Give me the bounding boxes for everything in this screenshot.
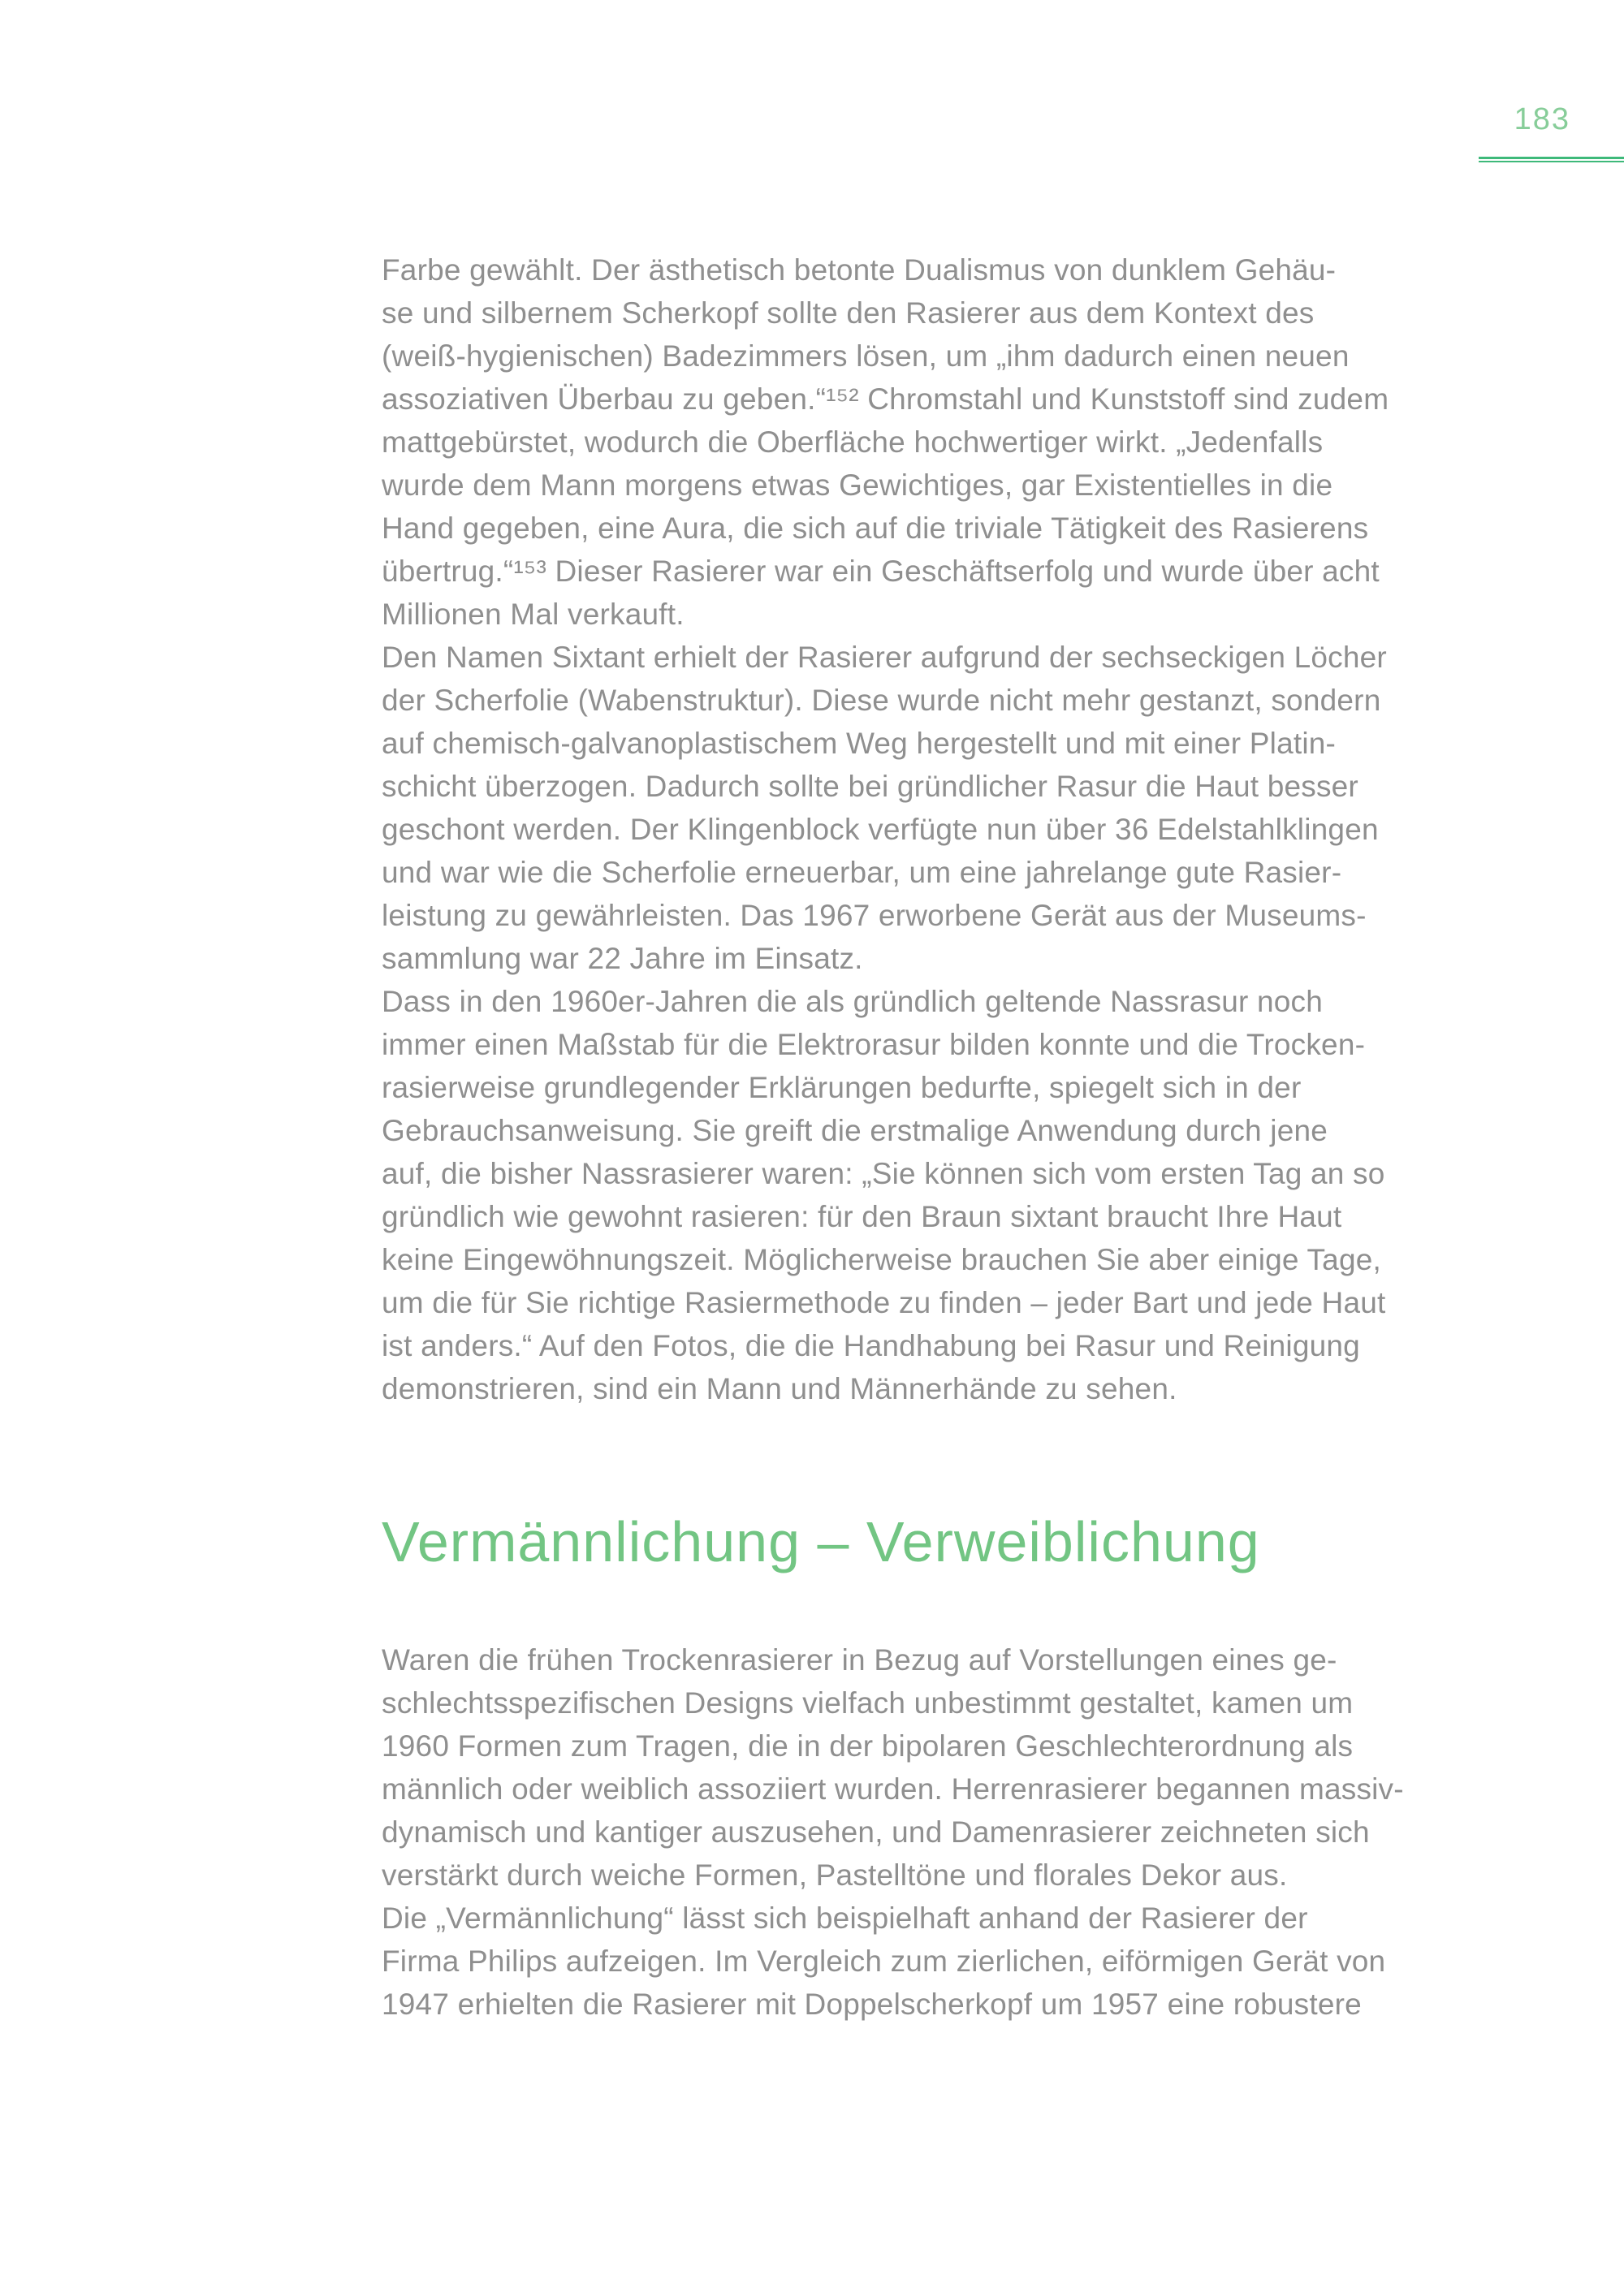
text-line: mattgebürstet, wodurch die Oberfläche hochwertiger wirkt. „Jedenfalls	[382, 425, 1324, 459]
text-line: keine Eingewöhnungszeit. Möglicherweise brauchen Sie aber einige Tage,	[382, 1243, 1381, 1276]
text-line: wurde dem Mann morgens etwas Gewichtiges, gar Existentielles in die	[382, 468, 1333, 502]
text-line: schlechtsspezifischen Designs vielfach unbestimmt gestaltet, kamen um	[382, 1686, 1354, 1720]
section-heading: Vermännlichung – Verweiblichung	[382, 1510, 1260, 1573]
text-line: verstärkt durch weiche Formen, Pastelltöne und florales Dekor aus.	[382, 1858, 1288, 1892]
text-line: schicht überzogen. Dadurch sollte bei gründlicher Rasur die Haut besser	[382, 770, 1358, 803]
body-paragraph-5	[382, 1897, 1567, 2026]
text-line: der Scherfolie (Wabenstruktur). Diese wurde nicht mehr gestanzt, sondern	[382, 684, 1381, 717]
text-line: auf chemisch-galvanoplastischem Weg hergestellt und mit einer Platin-	[382, 727, 1337, 760]
text-line: und war wie die Scherfolie erneuerbar, um eine jahrelange gute Rasier-	[382, 856, 1342, 889]
body-paragraph-1	[382, 248, 1567, 636]
text-line: 1947 erhielten die Rasierer mit Doppelscherkopf um 1957 eine robustere	[382, 1988, 1362, 2021]
text-line: ist anders.“ Auf den Fotos, die die Handhabung bei Rasur und Reinigung	[382, 1329, 1360, 1362]
text-line: dynamisch und kantiger auszusehen, und Damenrasierer zeichneten sich	[382, 1815, 1370, 1849]
text-line: (weiß-hygienischen) Badezimmers lösen, um „ihm dadurch einen neuen	[382, 339, 1350, 373]
text-line: se und silbernem Scherkopf sollte den Rasierer aus dem Kontext des	[382, 296, 1315, 330]
text-line: geschont werden. Der Klingenblock verfügte nun über 36 Edelstahlklingen	[382, 813, 1379, 846]
text-line: assoziativen Überbau zu geben.“¹⁵² Chromstahl und Kunststoff sind zudem	[382, 382, 1389, 416]
text-line: gründlich wie gewohnt rasieren: für den Braun sixtant braucht Ihre Haut	[382, 1200, 1342, 1233]
text-line: Firma Philips aufzeigen. Im Vergleich zum zierlichen, eiförmigen Gerät von	[382, 1945, 1386, 1978]
text-line: rasierweise grundlegender Erklärungen bedurfte, spiegelt sich in der	[382, 1071, 1302, 1104]
text-line: sammlung war 22 Jahre im Einsatz.	[382, 942, 863, 975]
text-line: Millionen Mal verkauft.	[382, 598, 685, 631]
page-number: 183	[1514, 102, 1570, 136]
body-paragraph-4	[382, 1638, 1567, 1897]
header-rule-double-line	[1479, 157, 1624, 162]
text-line: Dass in den 1960er-Jahren die als gründlich geltende Nassrasur noch	[382, 985, 1324, 1018]
text-column	[382, 248, 1567, 2026]
text-line: um die für Sie richtige Rasiermethode zu finden – jeder Bart und jede Haut	[382, 1286, 1386, 1319]
body-paragraph-2	[382, 636, 1567, 980]
text-line: Gebrauchsanweisung. Sie greift die erstmalige Anwendung durch jene	[382, 1114, 1328, 1147]
text-line: demonstrieren, sind ein Mann und Männerhände zu sehen.	[382, 1372, 1177, 1405]
text-line: immer einen Maßstab für die Elektrorasur bilden konnte und die Trocken-	[382, 1028, 1366, 1061]
text-line: übertrug.“¹⁵³ Dieser Rasierer war ein Geschäftserfolg und wurde über acht	[382, 555, 1380, 588]
text-line: leistung zu gewährleisten. Das 1967 erworbene Gerät aus der Museums-	[382, 899, 1367, 932]
text-line: Farbe gewählt. Der ästhetisch betonte Dualismus von dunklem Gehäu-	[382, 253, 1337, 287]
body-paragraph-3	[382, 980, 1567, 1410]
text-line: männlich oder weiblich assoziiert wurden. Herrenrasierer begannen massiv-	[382, 1772, 1404, 1806]
text-line: Hand gegeben, eine Aura, die sich auf die triviale Tätigkeit des Rasierens	[382, 511, 1369, 545]
text-line: Die „Vermännlichung“ lässt sich beispielhaft anhand der Rasierer der	[382, 1901, 1308, 1935]
text-line: Waren die frühen Trockenrasierer in Bezug auf Vorstellungen eines ge-	[382, 1643, 1337, 1677]
text-line: 1960 Formen zum Tragen, die in der bipolaren Geschlechterordnung als	[382, 1729, 1354, 1763]
text-line: auf, die bisher Nassrasierer waren: „Sie können sich vom ersten Tag an so	[382, 1157, 1385, 1190]
text-line: Den Namen Sixtant erhielt der Rasierer aufgrund der sechseckigen Löcher	[382, 641, 1387, 674]
